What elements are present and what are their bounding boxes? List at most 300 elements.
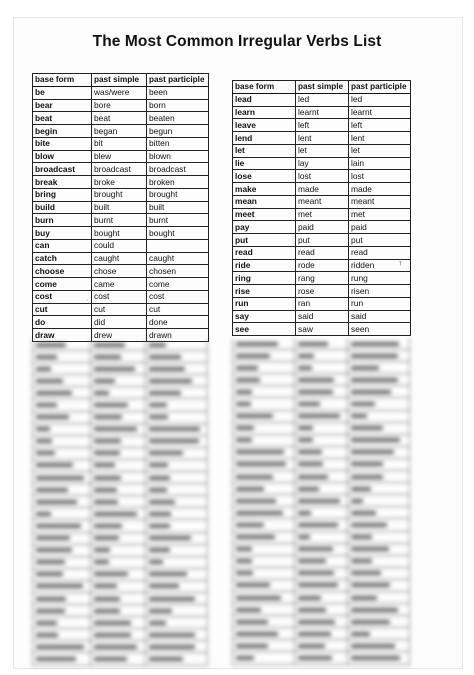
blurred-cell [348, 471, 410, 482]
blurred-row [232, 362, 410, 374]
blurred-cell [91, 496, 146, 507]
blurred-cell [232, 556, 295, 567]
blurred-cell [32, 545, 91, 556]
base-form-cell: build [33, 201, 92, 214]
blurred-row [32, 581, 208, 593]
blurred-cell [146, 399, 208, 410]
blurred-cell [146, 363, 208, 374]
blurred-cell [32, 460, 91, 471]
blurred-row [232, 495, 410, 507]
blurred-cell [146, 351, 208, 362]
table-row [233, 119, 411, 132]
past-simple-cell: let [296, 144, 349, 157]
past-simple-cell: lay [296, 157, 349, 170]
base-form-cell: ride [233, 259, 296, 272]
past-simple-cell: blew [92, 150, 147, 163]
table-row [33, 239, 209, 252]
past-participle-cell: put [349, 234, 411, 247]
past-simple-cell: broke [92, 176, 147, 189]
blurred-cell [91, 436, 146, 447]
blurred-row [32, 399, 208, 411]
blurred-cell [232, 350, 295, 361]
blurred-cell [146, 569, 208, 580]
past-participle-cell: bitten [147, 137, 209, 150]
past-participle-cell: beaten [147, 112, 209, 125]
header-past-participle: past participle [147, 74, 209, 87]
blurred-cell [232, 495, 295, 506]
blurred-cell [91, 424, 146, 435]
past-participle-cell: let [349, 144, 411, 157]
blurred-cell [295, 495, 348, 506]
blurred-cell [295, 616, 348, 627]
blurred-cell [32, 484, 91, 495]
blurred-row [32, 508, 208, 520]
past-simple-cell: rose [296, 285, 349, 298]
blurred-cell [232, 423, 295, 434]
base-form-cell: can [33, 239, 92, 252]
base-form-cell: come [33, 278, 92, 291]
past-simple-cell: lost [296, 170, 349, 183]
blurred-cell [91, 363, 146, 374]
blurred-row [32, 436, 208, 448]
blurred-cell [146, 557, 208, 568]
table-row [33, 176, 209, 189]
past-simple-cell: began [92, 125, 147, 138]
blurred-cell [348, 495, 410, 506]
past-simple-cell: said [296, 310, 349, 323]
blurred-row [232, 374, 410, 386]
blurred-cell [91, 653, 146, 664]
blurred-row [232, 447, 410, 459]
blurred-cell [32, 399, 91, 410]
past-simple-cell: was/were [92, 86, 147, 99]
past-simple-cell: bought [92, 227, 147, 240]
base-form-cell: see [233, 323, 296, 336]
blurred-cell [348, 604, 410, 615]
past-simple-cell: put [296, 234, 349, 247]
blurred-cell [32, 581, 91, 592]
past-participle-cell [147, 239, 209, 252]
table-row [233, 144, 411, 157]
blurred-cell [295, 435, 348, 446]
table-row [233, 221, 411, 234]
past-simple-cell: rode [296, 259, 349, 272]
past-simple-cell: ran [296, 297, 349, 310]
base-form-cell: draw [33, 329, 92, 342]
blurred-row [32, 448, 208, 460]
blurred-row [232, 423, 410, 435]
blurred-cell [232, 507, 295, 518]
past-participle-cell: rung [349, 272, 411, 285]
blurred-cell [32, 496, 91, 507]
blurred-row [32, 484, 208, 496]
past-participle-cell: met [349, 208, 411, 221]
blurred-cell [348, 519, 410, 530]
blurred-row [232, 350, 410, 362]
blurred-cell [32, 472, 91, 483]
table-header-row [233, 81, 411, 94]
verbs-table-left [32, 73, 209, 342]
blurred-cell [232, 374, 295, 385]
blurred-cell [91, 629, 146, 640]
blurred-row [232, 652, 410, 664]
base-form-cell: say [233, 310, 296, 323]
base-form-cell: bear [33, 99, 92, 112]
blurred-cell [348, 362, 410, 373]
table-row [33, 137, 209, 150]
table-row [33, 252, 209, 265]
blurred-cell [295, 483, 348, 494]
blurred-row [32, 351, 208, 363]
past-participle-cell: cost [147, 290, 209, 303]
blurred-cell [91, 569, 146, 580]
blurred-cell [232, 411, 295, 422]
blurred-row [232, 459, 410, 471]
blurred-cell [348, 640, 410, 651]
base-form-cell: leave [233, 119, 296, 132]
blurred-cell [232, 338, 295, 349]
blurred-row [232, 398, 410, 410]
table-row [233, 208, 411, 221]
blurred-row [232, 604, 410, 616]
blurred-cell [295, 350, 348, 361]
blurred-cell [32, 387, 91, 398]
blurred-row [232, 411, 410, 423]
base-form-cell: ring [233, 272, 296, 285]
blurred-row [32, 424, 208, 436]
blurred-cell [32, 533, 91, 544]
blurred-cell [348, 483, 410, 494]
blurred-cell [232, 580, 295, 591]
past-participle-cell: born [147, 99, 209, 112]
blurred-row [232, 532, 410, 544]
blurred-cell [146, 436, 208, 447]
blurred-row [32, 593, 208, 605]
past-participle-cell: begun [147, 125, 209, 138]
blurred-cell [232, 568, 295, 579]
past-simple-cell: burnt [92, 214, 147, 227]
blurred-cell [91, 508, 146, 519]
past-participle-cell: run [349, 297, 411, 310]
past-simple-cell: bore [92, 99, 147, 112]
base-form-cell: buy [33, 227, 92, 240]
blurred-row [32, 557, 208, 569]
blurred-cell [295, 423, 348, 434]
blurred-cell [91, 460, 146, 471]
base-form-cell: let [233, 144, 296, 157]
blurred-row [32, 387, 208, 399]
base-form-cell: do [33, 316, 92, 329]
base-form-cell: begin [33, 125, 92, 138]
blurred-row [32, 641, 208, 653]
table-row [233, 132, 411, 145]
base-form-cell: burn [33, 214, 92, 227]
table-row [33, 265, 209, 278]
past-simple-cell: paid [296, 221, 349, 234]
base-form-cell: learn [233, 106, 296, 119]
table-row [233, 183, 411, 196]
table-row [233, 259, 411, 272]
table-row [33, 290, 209, 303]
blurred-cell [295, 592, 348, 603]
blurred-cell [232, 471, 295, 482]
past-simple-cell: lent [296, 132, 349, 145]
blurred-row [32, 496, 208, 508]
base-form-cell: bite [33, 137, 92, 150]
past-simple-cell: met [296, 208, 349, 221]
blurred-cell [32, 605, 91, 616]
base-form-cell: mean [233, 195, 296, 208]
speck-mark: · [86, 297, 89, 304]
blurred-cell [91, 520, 146, 531]
past-participle-cell: meant [349, 195, 411, 208]
blurred-row [32, 605, 208, 617]
verbs-table-right [232, 80, 411, 336]
blurred-row [32, 533, 208, 545]
blurred-cell [32, 412, 91, 423]
blurred-cell [32, 557, 91, 568]
past-participle-cell: risen [349, 285, 411, 298]
blurred-cell [91, 387, 146, 398]
blurred-cell [295, 532, 348, 543]
blurred-cell [232, 435, 295, 446]
blurred-cell [146, 412, 208, 423]
blurred-cell [32, 339, 91, 350]
blurred-cell [91, 605, 146, 616]
past-simple-cell: left [296, 119, 349, 132]
table-row [33, 150, 209, 163]
blurred-cell [295, 411, 348, 422]
blurred-cell [146, 593, 208, 604]
blurred-row [232, 471, 410, 483]
blurred-cell [146, 472, 208, 483]
blurred-cell [146, 508, 208, 519]
blurred-row [232, 435, 410, 447]
table-row [33, 316, 209, 329]
blurred-row [232, 544, 410, 556]
blurred-row [32, 545, 208, 557]
blurred-cell [295, 507, 348, 518]
blurred-cell [348, 435, 410, 446]
table-row [233, 170, 411, 183]
blurred-rows-left [32, 339, 208, 666]
blurred-cell [295, 556, 348, 567]
blurred-cell [32, 508, 91, 519]
blurred-cell [91, 484, 146, 495]
base-form-cell: put [233, 234, 296, 247]
blurred-row [32, 520, 208, 532]
past-simple-cell: meant [296, 195, 349, 208]
base-form-cell: rise [233, 285, 296, 298]
blurred-cell [91, 472, 146, 483]
past-simple-cell: saw [296, 323, 349, 336]
blurred-cell [32, 520, 91, 531]
blurred-cell [146, 653, 208, 664]
table-row [33, 278, 209, 291]
base-form-cell: catch [33, 252, 92, 265]
blurred-row [232, 556, 410, 568]
blurred-cell [348, 616, 410, 627]
blurred-cell [32, 363, 91, 374]
blurred-row [32, 472, 208, 484]
past-participle-cell: drawn [147, 329, 209, 342]
blurred-cell [146, 545, 208, 556]
past-simple-cell: read [296, 246, 349, 259]
past-participle-cell: ridden [349, 259, 411, 272]
base-form-cell: meet [233, 208, 296, 221]
base-form-cell: bring [33, 188, 92, 201]
blurred-row [32, 460, 208, 472]
blurred-row [232, 592, 410, 604]
blurred-row [232, 483, 410, 495]
blurred-cell [91, 617, 146, 628]
past-participle-cell: left [349, 119, 411, 132]
blurred-cell [232, 616, 295, 627]
blurred-row [232, 640, 410, 652]
table-row [33, 86, 209, 99]
blurred-row [232, 568, 410, 580]
blurred-cell [295, 519, 348, 530]
blurred-cell [295, 338, 348, 349]
base-form-cell: cut [33, 303, 92, 316]
blurred-cell [146, 641, 208, 652]
blurred-cell [146, 617, 208, 628]
blurred-cell [91, 641, 146, 652]
past-simple-cell: rang [296, 272, 349, 285]
past-participle-cell: bought [147, 227, 209, 240]
table-row [33, 201, 209, 214]
blurred-row [32, 375, 208, 387]
blurred-cell [348, 652, 410, 663]
base-form-cell: blow [33, 150, 92, 163]
blurred-row [232, 519, 410, 531]
blurred-cell [348, 386, 410, 397]
past-participle-cell: seen [349, 323, 411, 336]
blurred-row [32, 653, 208, 665]
blurred-row [232, 628, 410, 640]
header-base-form: base form [233, 81, 296, 94]
past-participle-cell: been [147, 86, 209, 99]
table-row [233, 106, 411, 119]
past-simple-cell: led [296, 93, 349, 106]
past-simple-cell: made [296, 183, 349, 196]
past-simple-cell: broadcast [92, 163, 147, 176]
blurred-cell [295, 386, 348, 397]
past-simple-cell: cut [92, 303, 147, 316]
table-row [233, 272, 411, 285]
table-row [233, 323, 411, 336]
past-participle-cell: cut [147, 303, 209, 316]
blurred-cell [295, 604, 348, 615]
blurred-cell [91, 533, 146, 544]
blurred-cell [232, 459, 295, 470]
blurred-row [232, 386, 410, 398]
past-simple-cell: beat [92, 112, 147, 125]
table-row [33, 99, 209, 112]
blurred-cell [348, 411, 410, 422]
past-simple-cell: brought [92, 188, 147, 201]
blurred-cell [295, 628, 348, 639]
blurred-cell [32, 448, 91, 459]
blurred-cell [295, 459, 348, 470]
blurred-cell [348, 398, 410, 409]
base-form-cell: lead [233, 93, 296, 106]
blurred-cell [348, 628, 410, 639]
table-row [233, 297, 411, 310]
header-past-simple: past simple [296, 81, 349, 94]
blurred-cell [232, 483, 295, 494]
blurred-cell [295, 374, 348, 385]
table-row [233, 195, 411, 208]
blurred-cell [348, 592, 410, 603]
blurred-cell [232, 544, 295, 555]
past-participle-cell: burnt [147, 214, 209, 227]
blurred-cell [91, 545, 146, 556]
past-participle-cell: come [147, 278, 209, 291]
page-title: The Most Common Irregular Verbs List [92, 33, 382, 50]
base-form-cell: break [33, 176, 92, 189]
blurred-cell [232, 604, 295, 615]
blurred-cell [348, 580, 410, 591]
blurred-cell [348, 544, 410, 555]
past-simple-cell: chose [92, 265, 147, 278]
blurred-cell [146, 520, 208, 531]
blurred-cell [146, 629, 208, 640]
blurred-cell [91, 412, 146, 423]
blurred-cell [232, 386, 295, 397]
blurred-cell [232, 640, 295, 651]
past-simple-cell: learnt [296, 106, 349, 119]
past-participle-cell: broken [147, 176, 209, 189]
blurred-cell [146, 533, 208, 544]
table-row [233, 93, 411, 106]
blurred-cell [295, 471, 348, 482]
blurred-row [32, 339, 208, 351]
blurred-cell [146, 605, 208, 616]
past-participle-cell: learnt [349, 106, 411, 119]
blurred-cell [295, 447, 348, 458]
table-row [33, 227, 209, 240]
blurred-cell [32, 653, 91, 664]
blurred-cell [232, 519, 295, 530]
blurred-cell [232, 447, 295, 458]
blurred-cell [348, 556, 410, 567]
blurred-cell [146, 448, 208, 459]
blurred-row [232, 507, 410, 519]
past-participle-cell: lain [349, 157, 411, 170]
base-form-cell: broadcast [33, 163, 92, 176]
past-simple-cell: bit [92, 137, 147, 150]
blurred-cell [232, 592, 295, 603]
past-simple-cell: could [92, 239, 147, 252]
table-row [233, 285, 411, 298]
blurred-cell [146, 460, 208, 471]
past-simple-cell: came [92, 278, 147, 291]
blurred-cell [348, 532, 410, 543]
blurred-cell [91, 375, 146, 386]
past-simple-cell: caught [92, 252, 147, 265]
table-row [33, 163, 209, 176]
blurred-cell [32, 641, 91, 652]
table-row [233, 234, 411, 247]
blurred-cell [348, 423, 410, 434]
past-participle-cell: made [349, 183, 411, 196]
past-participle-cell: built [147, 201, 209, 214]
past-participle-cell: paid [349, 221, 411, 234]
base-form-cell: pay [233, 221, 296, 234]
blurred-cell [232, 652, 295, 663]
past-participle-cell: lost [349, 170, 411, 183]
